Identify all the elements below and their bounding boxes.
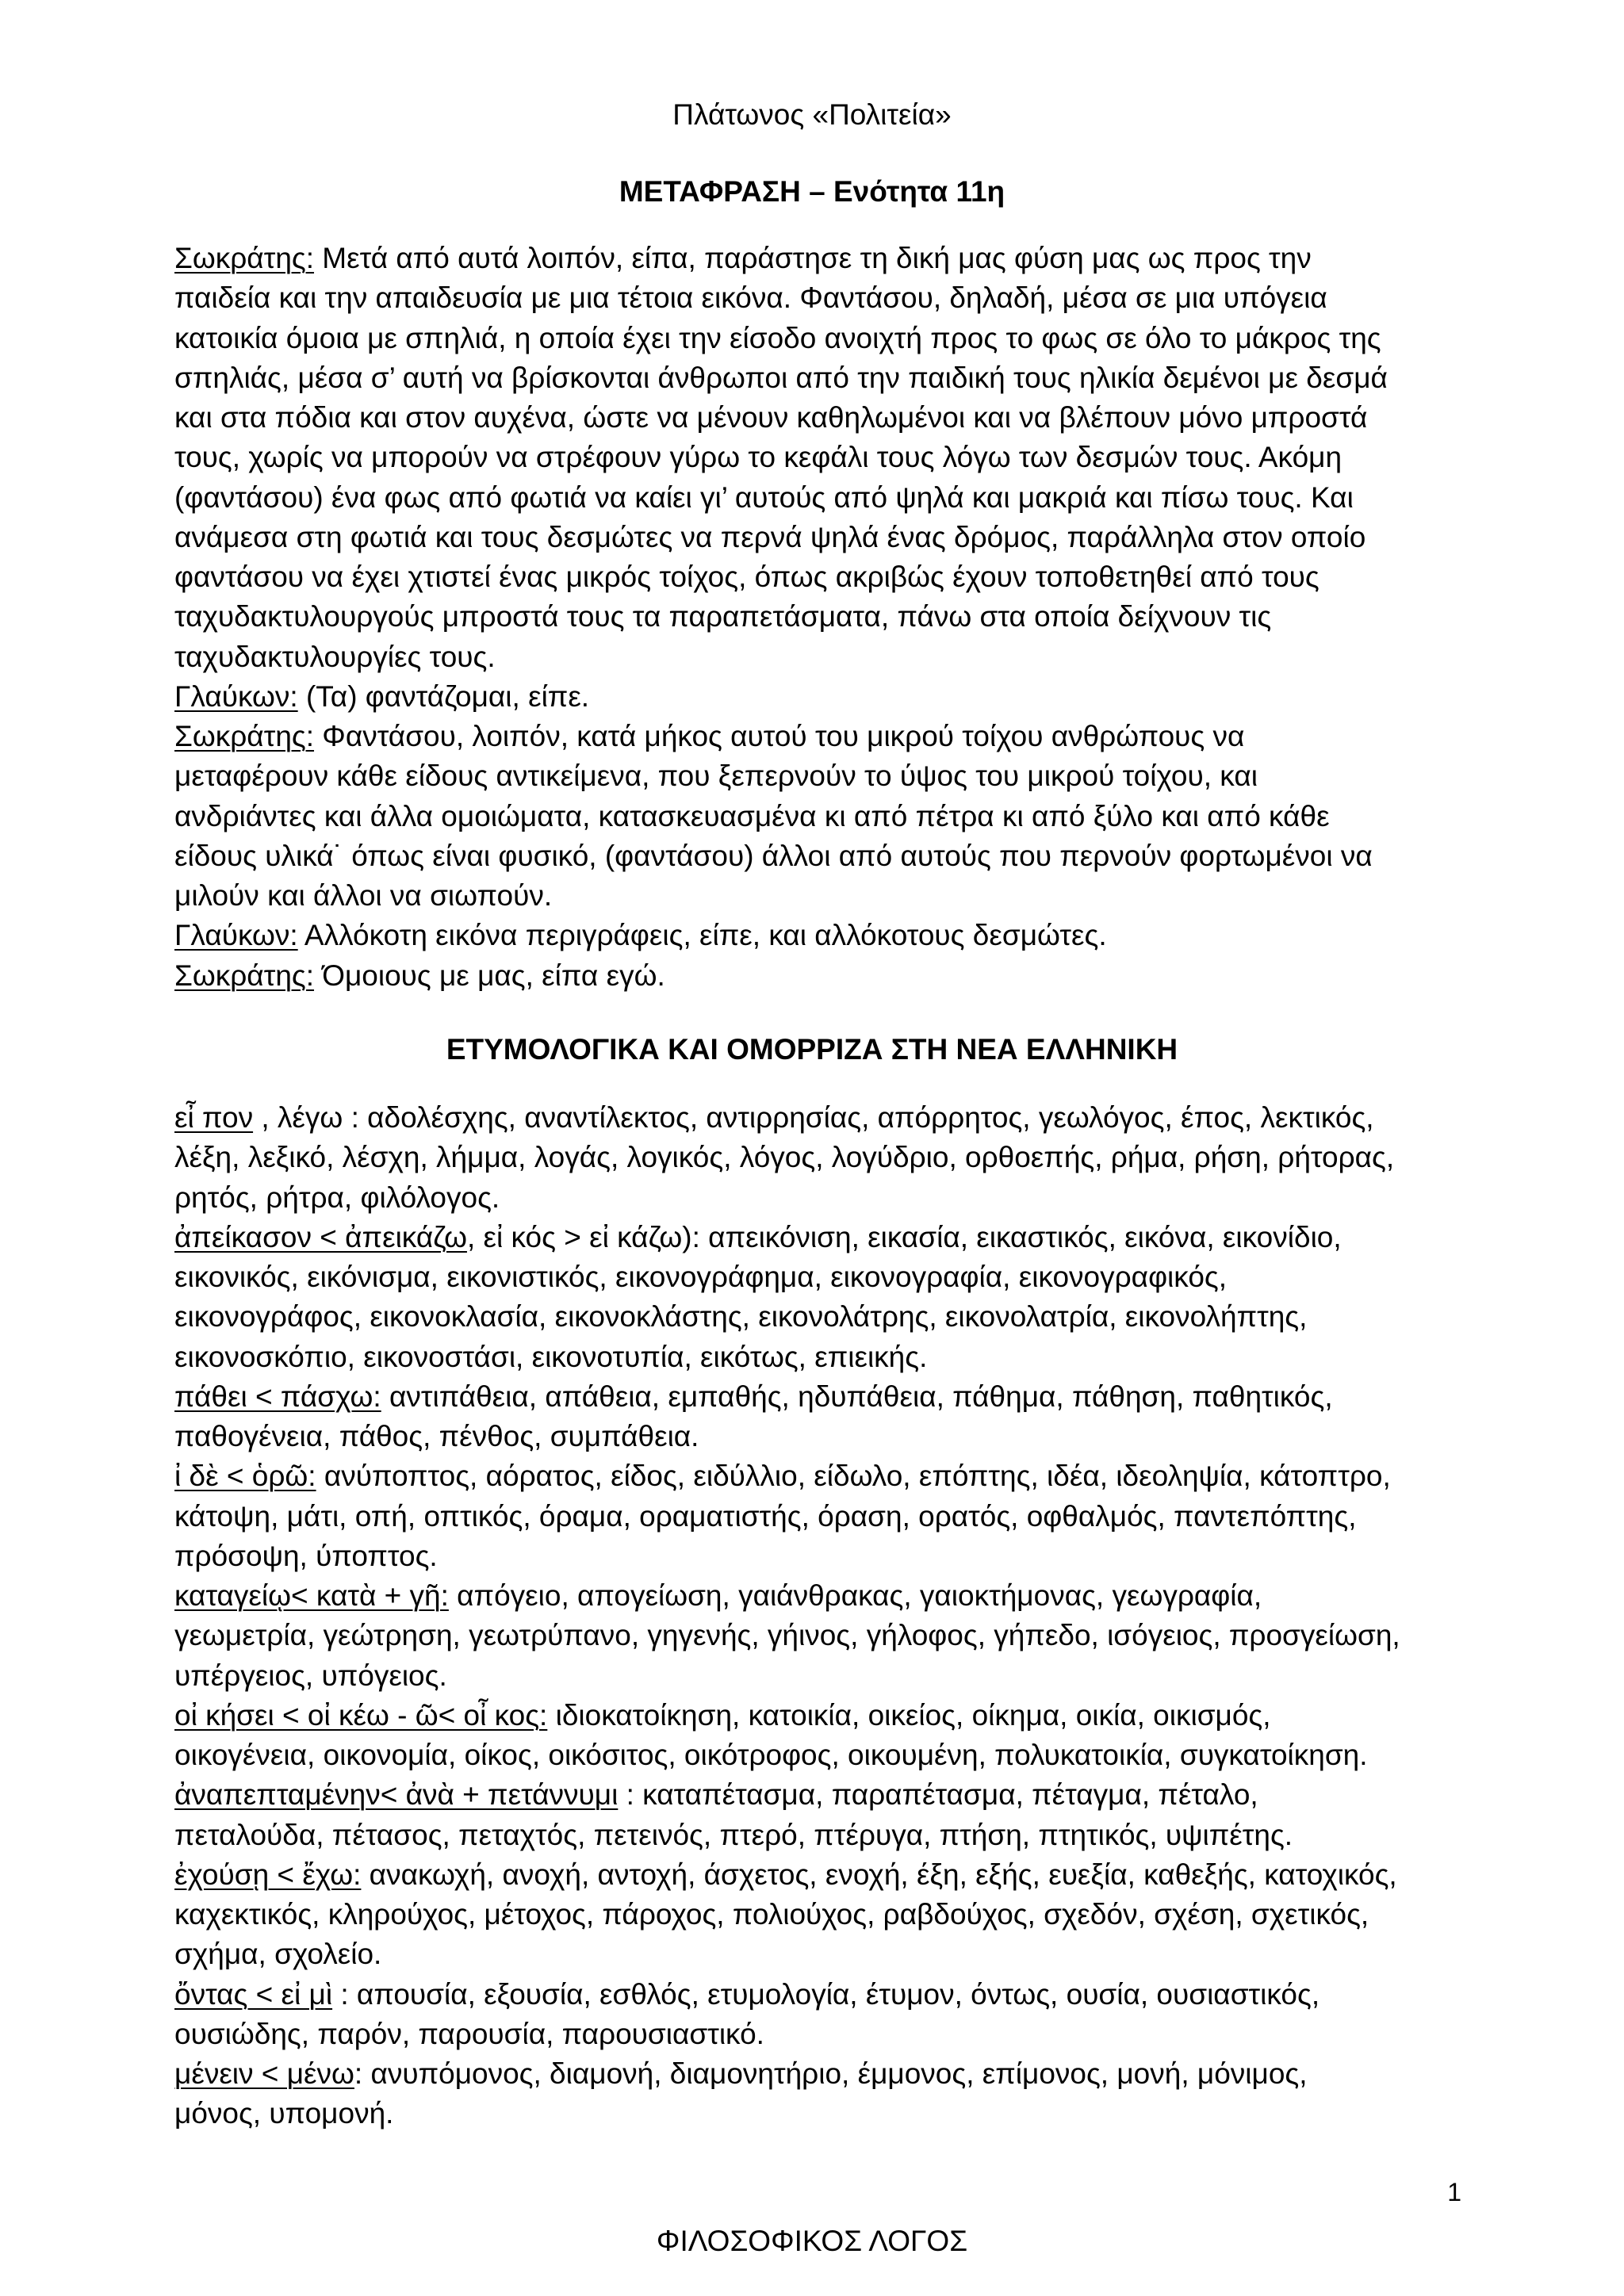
text-line — [174, 278, 1459, 318]
line-text: Αλλόκοτη εικόνα περιγράφεις, είπε, και αλλόκοτους δεσμώτες. — [297, 919, 1107, 952]
line-text: εικονογράφος, εικονοκλασία, εικονοκλάστης, εικονολάτρης, εικονολατρία, εικονολήπτης, — [174, 1300, 1308, 1334]
text-line — [174, 2015, 1459, 2054]
line-text: σχήμα, σχολείο. — [174, 1938, 382, 1971]
dialogue-entry — [174, 677, 1459, 717]
text-line — [174, 916, 1459, 955]
text-line — [174, 239, 1459, 278]
etymology-term: καταγείῳ< κατὰ + γῆ: — [174, 1579, 449, 1612]
line-text: ρητός, ρήτρα, φιλόλογος. — [174, 1181, 500, 1214]
text-line — [174, 319, 1459, 358]
text-line — [174, 1417, 1459, 1456]
text-line — [174, 398, 1459, 438]
speaker-label: Γλαύκων: — [174, 679, 298, 713]
etymology-title: ΕΤΥΜΟΛΟΓΙΚΑ ΚΑΙ ΟΜΟΡΡΙΖΑ ΣΤΗ ΝΕΑ ΕΛΛΗΝΙΚΗ — [446, 1033, 1178, 1066]
line-text: μόνος, υπομονή. — [174, 2097, 394, 2130]
dialogue-entry — [174, 916, 1459, 955]
etymology-term: ἰ δὲ < ὁρῶ: — [174, 1460, 316, 1493]
etymology-section — [174, 1098, 1459, 2134]
text-line — [174, 1337, 1459, 1377]
line-text: , λέγω : αδολέσχης, αναντίλεκτος, αντιρρησίας, απόρρητος, γεωλόγος, έπος, λεκτικός, — [253, 1101, 1374, 1134]
page-footer: ΦΙΛΟΣΟΦΙΚΟΣ ΛΟΓΟΣ — [656, 2225, 968, 2257]
line-text: καχεκτικός, κληρούχος, μέτοχος, πάροχος, πολιούχος, ραβδούχος, σχεδόν, σχέση, σχετικός, — [174, 1898, 1369, 1931]
speaker-label: Σωκράτης: — [174, 720, 315, 752]
etymology-entry — [174, 1696, 1459, 1776]
text-line — [174, 2054, 1459, 2094]
line-text: είδους υλικά˙ όπως είναι φυσικό, (φαντάσου) άλλοι από αυτούς που περνούν φορτωμένοι να — [174, 839, 1373, 872]
text-line — [174, 518, 1459, 557]
line-text: ουσιώδης, παρόν, παρουσία, παρουσιαστικό. — [174, 2017, 764, 2050]
line-text: ανακωχή, ανοχή, αντοχή, άσχετος, ενοχή, έξη, εξής, ευεξία, καθεξής, κατοχικός, — [361, 1858, 1397, 1891]
etymology-entry — [174, 1576, 1459, 1696]
line-text: : απουσία, εξουσία, εσθλός, ετυμολογία, έτυμον, όντως, ουσία, ουσιαστικός, — [332, 1977, 1320, 2011]
etymology-term: ἀναπεπταμένην< ἀνὰ + πετάννυμι — [174, 1778, 619, 1812]
etymology-entry — [174, 2054, 1459, 2134]
text-line — [174, 1218, 1459, 1257]
text-line — [174, 876, 1459, 916]
translation-section — [174, 239, 1459, 996]
line-text: (φαντάσου) ένα φως από φωτιά να καίει γι’ αυτούς από ψηλά και μακριά και πίσω τους. Και — [174, 480, 1354, 514]
line-text: φαντάσου να έχει χτιστεί ένας μικρός τοίχος, όπως ακριβώς έχουν τοποθετηθεί από τους — [174, 561, 1320, 593]
text-line — [174, 1138, 1459, 1177]
text-line — [174, 1696, 1459, 1735]
text-line — [174, 1497, 1459, 1536]
text-line — [174, 1536, 1459, 1576]
line-text: αντιπάθεια, απάθεια, εμπαθής, ηδυπάθεια, πάθημα, πάθηση, παθητικός, — [381, 1380, 1333, 1413]
text-line — [174, 1456, 1459, 1496]
line-text: υπέργειος, υπόγειος. — [174, 1659, 447, 1692]
line-text: γεωμετρία, γεώτρηση, γεωτρύπανο, γηγενής, γήινος, γήλοφος, γήπεδο, ισόγειος, προσγείωση, — [174, 1619, 1400, 1652]
line-text: πρόσοψη, ύποπτος. — [174, 1539, 438, 1572]
text-line — [174, 438, 1459, 477]
etymology-term: ὄντας < εἰ μὶ — [174, 1977, 333, 2011]
etymology-entry — [174, 1975, 1459, 2055]
text-line — [174, 478, 1459, 518]
line-text: ανάμεσα στη φωτιά και τους δεσμώτες να περνά ψηλά ένας δρόμος, παράλληλα στον οποίο — [174, 520, 1366, 553]
etymology-term: εἶ πον — [174, 1101, 254, 1134]
dialogue-entry — [174, 956, 1459, 996]
text-line — [174, 557, 1459, 597]
line-text: Φαντάσου, λοιπόν, κατά μήκος αυτού του μικρού τοίχου ανθρώπους να — [314, 720, 1245, 752]
speaker-label: Γλαύκων: — [174, 919, 298, 952]
line-text: κατοικία όμοια με σπηλιά, η οποία έχει την είσοδο ανοιχτή προς το φως σε όλο το μάκρος της — [174, 321, 1381, 354]
etymology-term: πάθει < πάσχω: — [174, 1380, 381, 1413]
line-text: ταχυδακτυλουργούς μπροστά τους τα παραπετάσματα, πάνω στα οποία δείχνουν τις — [174, 600, 1272, 633]
line-text: : ανυπόμονος, διαμονή, διαμονητήριο, έμμονος, επίμονος, μονή, μόνιμος, — [354, 2057, 1308, 2090]
text-line — [174, 1656, 1459, 1696]
line-text: Όμοιους με μας, είπα εγώ. — [314, 959, 665, 992]
text-line — [174, 1178, 1459, 1218]
etymology-entry — [174, 1218, 1459, 1377]
text-line — [174, 836, 1459, 876]
dialogue-entry — [174, 239, 1459, 677]
etymology-entry — [174, 1098, 1459, 1218]
text-line — [174, 956, 1459, 996]
text-line — [174, 1816, 1459, 1855]
line-text: παθογένεια, πάθος, πένθος, συμπάθεια. — [174, 1420, 699, 1452]
speaker-label: Σωκράτης: — [174, 242, 315, 274]
page-header: Πλάτωνος «Πολιτεία» — [672, 98, 952, 131]
line-text: οικογένεια, οικονομία, οίκος, οικόσιτος, οικότροφος, οικουμένη, πολυκατοικία, συγκατοίκηση. — [174, 1739, 1368, 1771]
text-line — [174, 756, 1459, 796]
text-line — [174, 1576, 1459, 1616]
line-text: (Τα) φαντάζομαι, είπε. — [297, 679, 590, 713]
text-line — [174, 1377, 1459, 1417]
line-text: τους, χωρίς να μπορούν να στρέφουν γύρω το κεφάλι τους λόγω των δεσμών τους. Ακόμη — [174, 441, 1342, 474]
text-line — [174, 1616, 1459, 1655]
etymology-term: ἐχούσῃ < ἔχω: — [174, 1858, 362, 1891]
line-text: σπηλιάς, μέσα σ’ αυτή να βρίσκονται άνθρωποι από την παιδική τους ηλικία δεμένοι με δεσμά — [174, 361, 1388, 394]
line-text: μεταφέρουν κάθε είδους αντικείμενα, που ξεπερνούν το ύψος του μικρού τοίχου, και — [174, 760, 1258, 793]
text-line — [174, 1975, 1459, 2015]
text-line — [174, 1775, 1459, 1815]
text-line — [174, 358, 1459, 398]
line-text: : καταπέτασμα, παραπέτασμα, πέταγμα, πέταλο, — [618, 1778, 1258, 1812]
line-text: Μετά από αυτά λοιπόν, είπα, παράστησε τη δική μας φύση μας ως προς την — [314, 242, 1312, 274]
text-line — [174, 677, 1459, 717]
text-line — [174, 637, 1459, 677]
text-line — [174, 1098, 1459, 1138]
text-line — [174, 1895, 1459, 1934]
etymology-entry — [174, 1456, 1459, 1576]
text-line — [174, 1297, 1459, 1337]
etymology-entry — [174, 1377, 1459, 1457]
text-line — [174, 2094, 1459, 2133]
line-text: πεταλούδα, πέτασος, πεταχτός, πετεινός, πτερό, πτέρυγα, πτήση, πτητικός, υψιπέτης. — [174, 1818, 1293, 1851]
text-line — [174, 797, 1459, 836]
line-text: κάτοψη, μάτι, οπή, οπτικός, όραμα, οραματιστής, όραση, ορατός, οφθαλμός, παντεπόπτης, — [174, 1499, 1357, 1533]
translation-title: ΜΕΤΑΦΡΑΣΗ – Ενότητα 11η — [619, 175, 1005, 208]
line-text: λέξη, λεξικό, λέσχη, λήμμα, λογάς, λογικός, λόγος, λογύδριο, ορθοεπής, ρήμα, ρήση, ρήτορας, — [174, 1141, 1395, 1174]
line-text: παιδεία και την απαιδευσία με μια τέτοια εικόνα. Φαντάσου, δηλαδή, μέσα σε μια υπόγεια — [174, 281, 1327, 315]
etymology-term: μένειν < μένω — [174, 2057, 354, 2090]
etymology-term: οἰ κήσει < οἰ κέω - ῶ< οἶ κος: — [174, 1698, 548, 1732]
etymology-entry — [174, 1855, 1459, 1975]
line-text: ανδριάντες και άλλα ομοιώματα, κατασκευασμένα κι από πέτρα κι από ξύλο και από κάθε — [174, 799, 1330, 832]
dialogue-entry — [174, 717, 1459, 916]
text-line — [174, 597, 1459, 637]
etymology-entry — [174, 1775, 1459, 1855]
etymology-term: ἀπείκασον < ἀπεικάζω — [174, 1220, 467, 1253]
text-line — [174, 1257, 1459, 1297]
text-line — [174, 1735, 1459, 1775]
line-text: , εἰ κός > εἰ κάζω): απεικόνιση, εικασία, εικαστικός, εικόνα, εικονίδιο, — [466, 1220, 1342, 1253]
line-text: απόγειο, απογείωση, γαιάνθρακας, γαιοκτήμονας, γεωγραφία, — [448, 1579, 1262, 1612]
text-line — [174, 717, 1459, 756]
line-text: εικονικός, εικόνισμα, εικονιστικός, εικονογράφημα, εικονογραφία, εικονογραφικός, — [174, 1261, 1228, 1293]
line-text: ανύποπτος, αόρατος, είδος, ειδύλλιο, είδωλο, επόπτης, ιδέα, ιδεοληψία, κάτοπτρο, — [316, 1460, 1391, 1493]
line-text: και στα πόδια και στον αυχένα, ώστε να μένουν καθηλωμένοι και να βλέπουν μόνο μπροστά — [174, 401, 1368, 434]
text-line — [174, 1855, 1459, 1895]
text-line — [174, 1934, 1459, 1974]
line-text: ιδιοκατοίκηση, κατοικία, οικείος, οίκημα, οικία, οικισμός, — [547, 1698, 1271, 1732]
line-text: μιλούν και άλλοι να σιωπούν. — [174, 879, 553, 912]
line-text: εικονοσκόπιο, εικονοστάσι, εικονοτυπία, εικότως, επιεικής. — [174, 1340, 928, 1373]
speaker-label: Σωκράτης: — [174, 959, 315, 992]
line-text: ταχυδακτυλουργίες τους. — [174, 640, 496, 673]
page-number: 1 — [1447, 2178, 1461, 2206]
